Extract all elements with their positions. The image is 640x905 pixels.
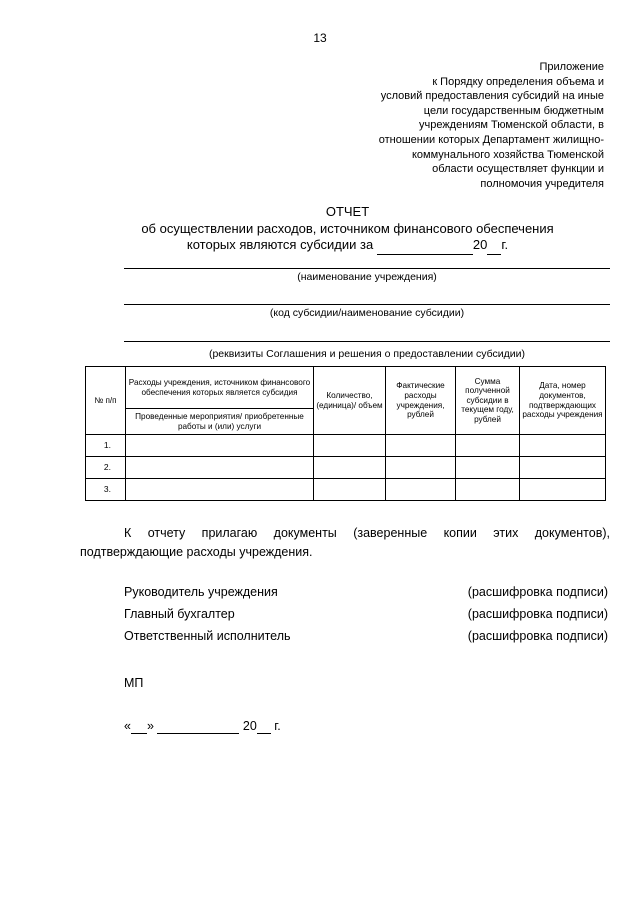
table-cell[interactable] (386, 435, 456, 457)
header-expenses: Расходы учреждения, источником финансового обеспечения которых является субсидия (126, 367, 314, 409)
report-period-suffix: г. (501, 237, 509, 252)
table-cell[interactable] (314, 479, 386, 501)
appendix-line: условий предоставления субсидий на иные (380, 90, 604, 103)
report-title-subtitle: об осуществлении расходов, источником финансового обеспечения (141, 220, 554, 236)
table-cell[interactable] (126, 435, 314, 457)
date-year-blank[interactable] (257, 719, 271, 734)
appendix-line: к Порядку определения объема и (432, 75, 604, 88)
institution-name-caption: (наименование учреждения) (297, 271, 437, 283)
header-received-subsidy: Сумма полученной субсидии в текущем году, рублей (456, 367, 520, 435)
report-period-year: 20 (472, 237, 488, 252)
date-close-quote: » (146, 719, 154, 733)
report-title (80, 204, 615, 255)
date-year-prefix: 20 (242, 719, 257, 733)
table-cell[interactable] (126, 457, 314, 479)
row-number: 1. (86, 435, 126, 457)
page-number: 13 (313, 31, 327, 45)
attachment-statement: К отчету прилагаю документы (заверенные копии этих документов), подтверждающие расходы учреждения. (80, 526, 610, 559)
signature-decode: (расшифровка подписи) (467, 585, 608, 599)
signature-role: Главный бухгалтер (124, 607, 235, 621)
date-open-quote: « (124, 719, 131, 733)
header-documents: Дата, номер документов, подтверждающих расходы учреждения (520, 367, 606, 435)
table-row (86, 435, 606, 457)
signature-role: Руководитель учреждения (124, 585, 278, 599)
table-cell[interactable] (386, 457, 456, 479)
header-number: № п/п (86, 367, 126, 435)
agreement-details-line[interactable] (124, 341, 610, 342)
table-cell[interactable] (314, 435, 386, 457)
header-actual-expenses: Фактические расходы учреждения, рублей (386, 367, 456, 435)
report-period-blank[interactable] (377, 237, 473, 255)
report-year-blank[interactable] (487, 237, 501, 255)
appendix-line: полномочия учредителя (480, 177, 604, 190)
report-period-prefix: которых являются субсидии за (186, 237, 374, 252)
signature-role: Ответственный исполнитель (124, 629, 291, 643)
subsidy-code-caption: (код субсидии/наименование субсидии) (269, 307, 465, 319)
report-table (85, 366, 606, 501)
table-cell[interactable] (520, 479, 606, 501)
date-suffix: г. (274, 719, 281, 733)
table-row (86, 479, 606, 501)
appendix-line: области осуществляет функции и (432, 163, 604, 176)
date-day-blank[interactable] (131, 719, 147, 734)
appendix-line: учреждениям Тюменской области, в (418, 119, 604, 132)
table-cell[interactable] (126, 479, 314, 501)
stamp-label: МП (124, 676, 144, 690)
appendix-line: отношении которых Департамент жилищно- (378, 133, 604, 146)
table-cell[interactable] (520, 435, 606, 457)
table-cell[interactable] (456, 457, 520, 479)
date-line (124, 719, 281, 734)
appendix-note (344, 60, 604, 191)
header-activities: Проведенные мероприятия/ приобретенные работы и (или) услуги (126, 409, 314, 435)
row-number: 3. (86, 479, 126, 501)
table-row (86, 457, 606, 479)
signature-decode: (расшифровка подписи) (467, 629, 608, 643)
signature-row (124, 585, 608, 603)
table-cell[interactable] (456, 479, 520, 501)
date-month-blank[interactable] (157, 719, 239, 734)
header-quantity: Количество, (единица)/ объем (314, 367, 386, 435)
table-cell[interactable] (314, 457, 386, 479)
report-title-heading: ОТЧЕТ (325, 204, 370, 219)
subsidy-code-line[interactable] (124, 304, 610, 305)
institution-name-line[interactable] (124, 268, 610, 269)
signature-row (124, 607, 608, 625)
signature-decode: (расшифровка подписи) (467, 607, 608, 621)
appendix-line: коммунального хозяйства Тюменской (411, 148, 604, 161)
table-cell[interactable] (520, 457, 606, 479)
appendix-line: цели государственным бюджетным (423, 104, 604, 117)
signature-row (124, 629, 608, 647)
table-cell[interactable] (456, 435, 520, 457)
report-period-line (80, 237, 615, 255)
row-number: 2. (86, 457, 126, 479)
agreement-details-caption: (реквизиты Соглашения и решения о предоставлении субсидии) (208, 348, 526, 360)
appendix-line: Приложение (539, 61, 604, 73)
table-cell[interactable] (386, 479, 456, 501)
